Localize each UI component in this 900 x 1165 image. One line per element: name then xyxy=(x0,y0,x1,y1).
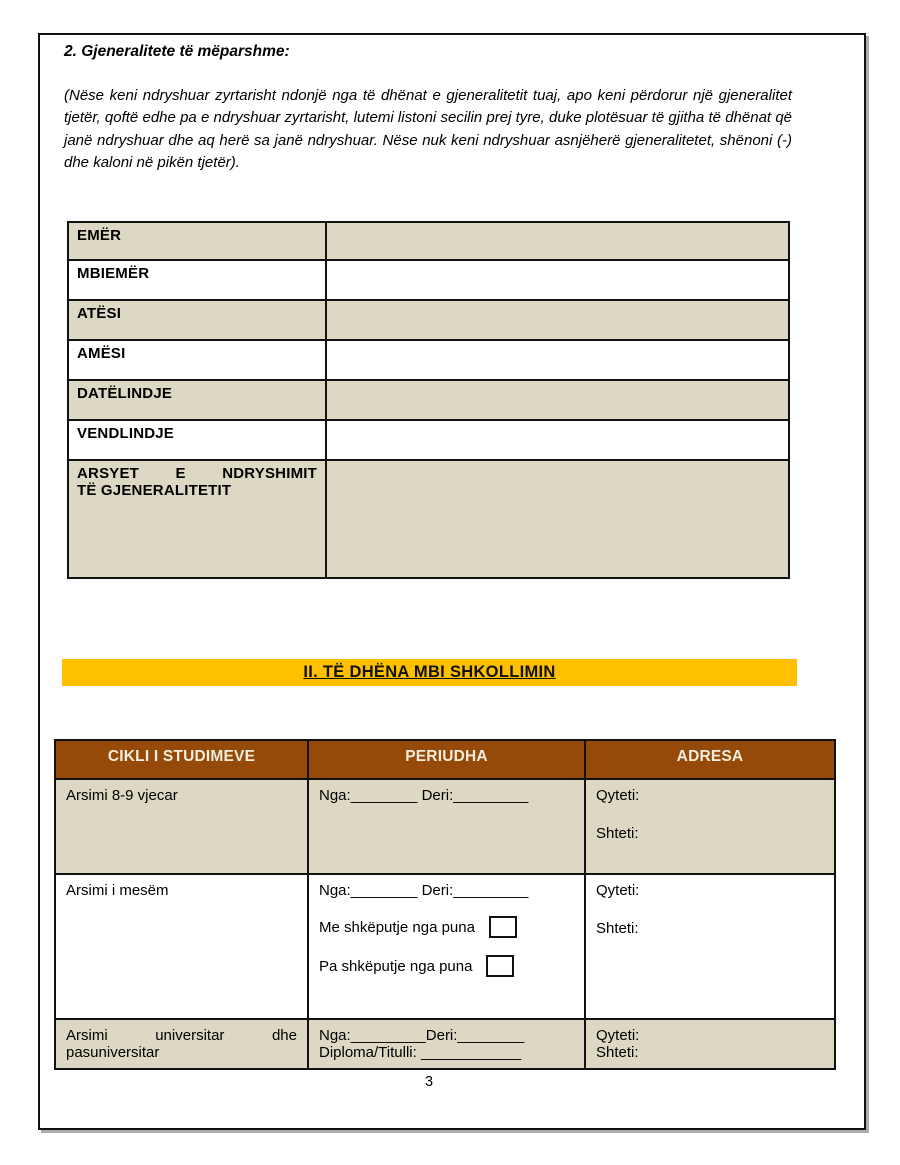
table-header-row xyxy=(55,740,835,779)
cell-cycle-i-mesem: Arsimi i mesëm xyxy=(55,874,308,1019)
table-row xyxy=(68,222,789,260)
city-label: Qyteti: xyxy=(596,787,640,804)
value-cell-emer[interactable] xyxy=(326,222,789,260)
cell-cycle-8-9-vjecar: Arsimi 8-9 vjecar xyxy=(55,779,308,874)
checkbox-me-shkeputje-icon[interactable] xyxy=(489,916,517,938)
page-number: 3 xyxy=(424,1074,434,1090)
table-row xyxy=(55,1019,835,1069)
row-label-arsyet-line2: TË GJENERALITETIT xyxy=(77,482,232,499)
diploma-line: Diploma/Titulli: ____________ xyxy=(319,1044,522,1061)
table-row xyxy=(68,380,789,420)
state-label: Shteti: xyxy=(596,920,639,937)
table-row xyxy=(55,779,835,874)
table-row xyxy=(68,300,789,340)
period-line: Nga:_________Deri:________ xyxy=(319,1027,525,1044)
checkbox-me-shkeputje-label: Me shkëputje nga puna xyxy=(319,918,475,936)
value-cell-vendlindje[interactable] xyxy=(326,420,789,460)
table-row xyxy=(68,260,789,300)
row-label-amesi: AMËSI xyxy=(68,340,326,380)
value-cell-amesi[interactable] xyxy=(326,340,789,380)
option-pa-shkeputje xyxy=(319,955,574,977)
cell-period-i-mesem[interactable] xyxy=(308,874,585,1019)
cell-period-universitar[interactable] xyxy=(308,1019,585,1069)
row-label-arsyet xyxy=(68,460,326,578)
row-label-mbiemer: MBIEMËR xyxy=(68,260,326,300)
table-row xyxy=(55,874,835,1019)
period-line: Nga:________ Deri:_________ xyxy=(319,787,529,804)
cell-address-universitar[interactable] xyxy=(585,1019,835,1069)
checkbox-pa-shkeputje-icon[interactable] xyxy=(486,955,514,977)
header-cell-cikli: CIKLI I STUDIMEVE xyxy=(55,740,308,779)
page-frame xyxy=(38,33,866,1130)
checkbox-pa-shkeputje-label: Pa shkëputje nga puna xyxy=(319,957,473,975)
table-row xyxy=(68,420,789,460)
row-label-datelindje: DATËLINDJE xyxy=(68,380,326,420)
row-label-arsyet-line1: ARSYET E NDRYSHIMIT xyxy=(77,465,317,482)
education-table xyxy=(54,739,836,1070)
cell-address-i-mesem[interactable] xyxy=(585,874,835,1019)
value-cell-atesi[interactable] xyxy=(326,300,789,340)
section-heading: 2. Gjeneralitete të mëparshme: xyxy=(64,43,290,60)
value-cell-datelindje[interactable] xyxy=(326,380,789,420)
row-label-atesi: ATËSI xyxy=(68,300,326,340)
row-label-vendlindje: VENDLINDJE xyxy=(68,420,326,460)
table-row xyxy=(68,460,789,578)
state-label: Shteti: xyxy=(596,825,639,842)
city-label: Qyteti: xyxy=(596,1027,640,1044)
intro-paragraph: (Nëse keni ndryshuar zyrtarisht ndonjë nga të dhënat e gjeneralitetit tuaj, apo keni përdorur një gjeneralitet tjetër, qoftë edhe pa e ndryshuar zyrtarisht, lutemi listoni secilin prej tyre, duke plotësuar të gjitha të dhënat që janë ndryshuar dhe aq herë sa janë ndryshuar. Nëse nuk keni ndryshuar asnjëherë gjeneralitetet, shënoni (-) dhe kaloni në pikën tjetër). xyxy=(64,87,792,171)
section-banner xyxy=(62,659,797,686)
cell-period-8-9-vjecar[interactable] xyxy=(308,779,585,874)
previous-identity-table xyxy=(67,221,790,579)
cell-address-8-9-vjecar[interactable] xyxy=(585,779,835,874)
table-row xyxy=(68,340,789,380)
cell-cycle-universitar: Arsimi universitar dhe pasuniversitar xyxy=(55,1019,308,1069)
row-label-emer: EMËR xyxy=(68,222,326,260)
state-label: Shteti: xyxy=(596,1044,639,1061)
value-cell-arsyet[interactable] xyxy=(326,460,789,578)
period-line: Nga:________ Deri:_________ xyxy=(319,882,529,899)
header-cell-adresa: ADRESA xyxy=(585,740,835,779)
option-me-shkeputje xyxy=(319,916,574,938)
section-banner-title: II. TË DHËNA MBI SHKOLLIMIN xyxy=(303,663,556,681)
city-label: Qyteti: xyxy=(596,882,640,899)
header-cell-periudha: PERIUDHA xyxy=(308,740,585,779)
value-cell-mbiemer[interactable] xyxy=(326,260,789,300)
